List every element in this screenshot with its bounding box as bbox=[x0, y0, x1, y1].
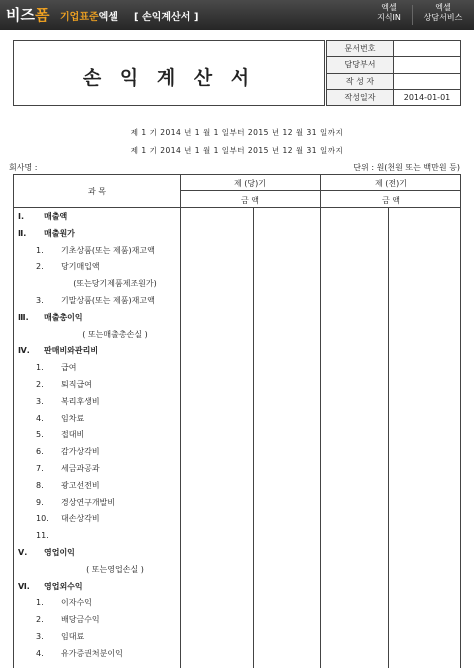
account-number: 1. bbox=[36, 598, 44, 608]
info-label: 작성일자 bbox=[327, 89, 394, 105]
account-number: Ⅱ. bbox=[18, 228, 27, 238]
header-current-period: 제 (당)기 bbox=[234, 179, 266, 188]
header-previous-period: 제 (전)기 bbox=[375, 179, 407, 188]
account-label: 대손상각비 bbox=[61, 514, 100, 524]
account-row bbox=[16, 495, 188, 512]
account-label: 임대료 bbox=[61, 632, 85, 641]
account-row bbox=[16, 259, 188, 276]
account-row bbox=[16, 209, 188, 226]
account-label: 영업외수익 bbox=[44, 581, 83, 591]
account-label: 세금과공과 bbox=[61, 464, 100, 473]
row-divider bbox=[14, 207, 460, 208]
account-label: 퇴직급여 bbox=[61, 380, 92, 389]
account-row bbox=[16, 461, 188, 478]
account-label: 경상연구개발비 bbox=[61, 497, 116, 507]
account-number: 3. bbox=[36, 632, 44, 641]
account-number: 1. bbox=[36, 245, 44, 255]
account-label: 매출액 bbox=[44, 212, 68, 221]
account-row bbox=[16, 612, 188, 629]
account-number: 3. bbox=[36, 396, 44, 406]
account-label: 감가상각비 bbox=[61, 447, 100, 457]
document-tag: [ 손익계산서 ] bbox=[134, 12, 199, 23]
account-number: 2. bbox=[36, 380, 44, 389]
info-value[interactable] bbox=[394, 57, 461, 73]
account-label: 판매비와관리비 bbox=[44, 346, 99, 356]
account-row bbox=[16, 444, 188, 461]
account-number: Ⅰ. bbox=[18, 212, 25, 221]
account-row bbox=[16, 243, 188, 260]
account-label: 기초상품(또는 제품)재고액 bbox=[61, 245, 155, 255]
account-label: 매출원가 bbox=[44, 228, 75, 238]
account-row bbox=[16, 411, 188, 428]
account-row bbox=[16, 327, 188, 344]
column-divider bbox=[388, 207, 389, 668]
account-row bbox=[16, 377, 188, 394]
account-number: 10. bbox=[36, 514, 49, 524]
bizform-logo[interactable]: 비즈폼 bbox=[6, 6, 50, 24]
account-number: 11. bbox=[36, 531, 49, 541]
account-row bbox=[16, 528, 188, 545]
account-number: Ⅵ. bbox=[18, 581, 30, 591]
account-label: 매출총이익 bbox=[44, 312, 83, 322]
account-row bbox=[16, 579, 188, 596]
document-info-table bbox=[326, 40, 461, 106]
account-label: 급여 bbox=[61, 363, 77, 373]
account-label: 이자수익 bbox=[61, 598, 92, 608]
account-row bbox=[16, 562, 188, 579]
toolbar-divider bbox=[412, 5, 413, 25]
account-row bbox=[16, 293, 188, 310]
info-value[interactable] bbox=[394, 73, 461, 89]
account-row bbox=[16, 276, 188, 293]
account-row bbox=[16, 310, 188, 327]
period-previous: 제 1 기 2014 년 1 월 1 일부터 2015 년 12 월 31 일까지 bbox=[130, 146, 344, 155]
account-number: Ⅳ. bbox=[18, 346, 30, 356]
info-label: 문서번호 bbox=[327, 41, 394, 57]
account-label: (또는당기제품제조원가) bbox=[73, 279, 157, 289]
account-row bbox=[16, 511, 188, 528]
account-number: Ⅴ. bbox=[18, 548, 28, 557]
account-label: 접대비 bbox=[61, 430, 85, 440]
account-number: 4. bbox=[36, 648, 44, 658]
account-label: 당기매입액 bbox=[61, 262, 100, 272]
info-label: 작 성 자 bbox=[327, 73, 394, 89]
account-label: 복리후생비 bbox=[61, 396, 100, 406]
account-label: ( 또는매출총손실 ) bbox=[82, 329, 148, 339]
header-amount-previous: 금 액 bbox=[382, 196, 400, 205]
account-number: 3. bbox=[36, 296, 44, 305]
account-row bbox=[16, 478, 188, 495]
account-row bbox=[16, 595, 188, 612]
account-label: 배당금수익 bbox=[61, 615, 100, 625]
header-subject: 과 목 bbox=[88, 187, 106, 196]
company-name-label: 회사명 : bbox=[9, 163, 38, 172]
account-number: 2. bbox=[36, 262, 44, 272]
column-divider bbox=[320, 175, 321, 668]
account-row bbox=[16, 360, 188, 377]
account-number: 6. bbox=[36, 447, 44, 457]
account-row bbox=[16, 343, 188, 360]
account-row bbox=[16, 629, 188, 646]
info-value[interactable] bbox=[394, 41, 461, 57]
account-row bbox=[16, 427, 188, 444]
account-number: 7. bbox=[36, 464, 44, 473]
income-statement-table bbox=[13, 174, 461, 668]
brand-label: 기업표준엑셀 bbox=[60, 12, 118, 23]
account-row bbox=[16, 545, 188, 562]
account-number: 9. bbox=[36, 497, 44, 507]
row-divider bbox=[180, 190, 460, 191]
unit-label: 단위 : 원(천원 또는 백만원 등) bbox=[353, 163, 460, 172]
account-number: 4. bbox=[36, 413, 44, 423]
title-box bbox=[13, 40, 325, 106]
account-row bbox=[16, 394, 188, 411]
account-label: 영업이익 bbox=[44, 548, 75, 557]
account-number: 8. bbox=[36, 480, 44, 490]
account-label: 유가증권처분이익 bbox=[61, 648, 123, 658]
column-divider bbox=[253, 207, 254, 668]
account-number: 2. bbox=[36, 615, 44, 625]
excel-knowledge-button[interactable]: 엑셀 지식IN bbox=[377, 3, 401, 22]
account-row bbox=[16, 226, 188, 243]
account-label: ( 또는영업손실 ) bbox=[86, 564, 144, 574]
account-label: 광고선전비 bbox=[61, 480, 100, 490]
account-label: 기말상품(또는 제품)재고액 bbox=[61, 296, 155, 305]
account-number: Ⅲ. bbox=[18, 312, 29, 322]
info-value[interactable]: 2014-01-01 bbox=[394, 89, 461, 105]
period-current: 제 1 기 2014 년 1 월 1 일부터 2015 년 12 월 31 일까지 bbox=[130, 128, 344, 137]
excel-consult-button[interactable]: 엑셀 상담서비스 bbox=[423, 3, 463, 22]
header-amount-current: 금 액 bbox=[241, 196, 259, 205]
account-number: 1. bbox=[36, 363, 44, 373]
document-title: 손 익 계 산 서 bbox=[82, 67, 256, 89]
account-number: 5. bbox=[36, 430, 44, 440]
info-label: 담당부서 bbox=[327, 57, 394, 73]
account-label: 임차료 bbox=[61, 413, 85, 423]
account-row bbox=[16, 646, 188, 663]
top-toolbar bbox=[0, 0, 474, 30]
